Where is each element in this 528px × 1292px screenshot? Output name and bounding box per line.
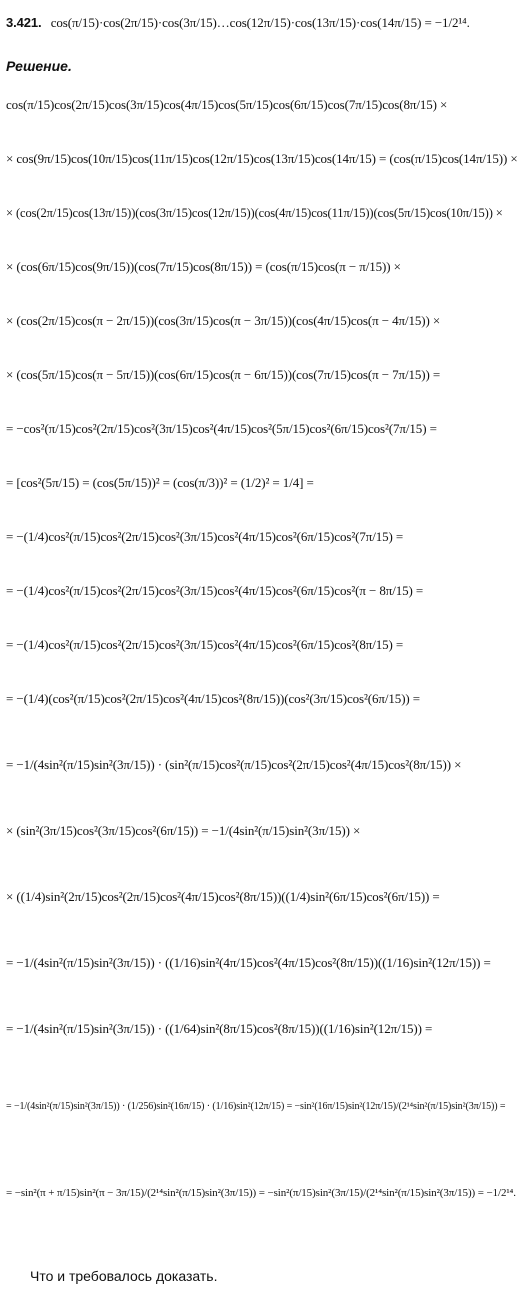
solution-step: cos(π/15)cos(2π/15)cos(3π/15)cos(4π/15)cos(5π/15)cos(6π/15)cos(7π/15)cos(8π/15) × bbox=[6, 97, 448, 112]
solution-step: × (cos(5π/15)cos(π − 5π/15))(cos(6π/15)cos(π − 6π/15))(cos(7π/15)cos(π − 7π/15)) = bbox=[6, 367, 441, 382]
solution-step: × (cos(2π/15)cos(13π/15))(cos(3π/15)cos(12π/15))(cos(4π/15)cos(11π/15))(cos(5π/15)cos(10π/15)) × bbox=[6, 206, 503, 220]
conclusion-text: Что и требовалось доказать. bbox=[30, 1268, 218, 1284]
solution-step: = [cos²(5π/15) = (cos(5π/15))² = (cos(π/3))² = (1/2)² = 1/4] = bbox=[6, 475, 314, 490]
problem-statement bbox=[6, 14, 522, 32]
solution-step: × (cos(6π/15)cos(9π/15))(cos(7π/15)cos(8π/15)) = (cos(π/15)cos(π − π/15)) × bbox=[6, 259, 401, 274]
solution-step: = −cos²(π/15)cos²(2π/15)cos²(3π/15)cos²(4π/15)cos²(5π/15)cos²(6π/15)cos²(7π/15) = bbox=[6, 421, 437, 436]
solution-step: = −(1/4)(cos²(π/15)cos²(2π/15)cos²(4π/15)cos²(8π/15))(cos²(3π/15)cos²(6π/15)) = bbox=[6, 691, 421, 706]
problem-number: 3.421. bbox=[6, 15, 42, 30]
solution-step: = −sin²(π + π/15)sin²(π − 3π/15)/(2¹⁴sin²(π/15)sin²(3π/15)) = −sin²(π/15)sin²(3π/15)/(2¹⁴sin²(π/15)sin²(3π/15)) = −1/2¹⁴. bbox=[6, 1187, 516, 1199]
solution-step: = −1/(4sin²(π/15)sin²(3π/15)) · ((1/16)sin²(4π/15)cos²(4π/15)cos²(8π/15))((1/16)sin²(12π/15)) = bbox=[6, 955, 491, 970]
problem-formula: cos(π/15)·cos(2π/15)·cos(3π/15)…cos(12π/15)·cos(13π/15)·cos(14π/15) = −1/2¹⁴. bbox=[50, 15, 470, 30]
solution-heading: Решение. bbox=[6, 58, 72, 74]
solution-step: × ((1/4)sin²(2π/15)cos²(2π/15)cos²(4π/15)cos²(8π/15))((1/4)sin²(6π/15)cos²(6π/15)) = bbox=[6, 889, 440, 904]
solution-step: = −1/(4sin²(π/15)sin²(3π/15)) · (1/256)sin²(16π/15) · (1/16)sin²(12π/15) = −sin²(16π/15)sin²(12π/15)/(2¹⁴sin²(π/15)sin²(3π/15)) = bbox=[6, 1101, 506, 1112]
solution-step: = −(1/4)cos²(π/15)cos²(2π/15)cos²(3π/15)cos²(4π/15)cos²(6π/15)cos²(7π/15) = bbox=[6, 529, 404, 544]
solution-step: × cos(9π/15)cos(10π/15)cos(11π/15)cos(12π/15)cos(13π/15)cos(14π/15) = (cos(π/15)cos(14π/15)) × bbox=[6, 151, 518, 166]
solution-step: = −1/(4sin²(π/15)sin²(3π/15)) · ((1/64)sin²(8π/15)cos²(8π/15))((1/16)sin²(12π/15)) = bbox=[6, 1021, 433, 1036]
solution-step: × (sin²(3π/15)cos²(3π/15)cos²(6π/15)) = −1/(4sin²(π/15)sin²(3π/15)) × bbox=[6, 823, 361, 838]
solution-step: = −(1/4)cos²(π/15)cos²(2π/15)cos²(3π/15)cos²(4π/15)cos²(6π/15)cos²(8π/15) = bbox=[6, 637, 404, 652]
solution-step: = −1/(4sin²(π/15)sin²(3π/15)) · (sin²(π/15)cos²(π/15)cos²(2π/15)cos²(4π/15)cos²(8π/15)) × bbox=[6, 757, 462, 772]
solution-step: = −(1/4)cos²(π/15)cos²(2π/15)cos²(3π/15)cos²(4π/15)cos²(6π/15)cos²(π − 8π/15) = bbox=[6, 583, 424, 598]
solution-step: × (cos(2π/15)cos(π − 2π/15))(cos(3π/15)cos(π − 3π/15))(cos(4π/15)cos(π − 4π/15)) × bbox=[6, 313, 441, 328]
